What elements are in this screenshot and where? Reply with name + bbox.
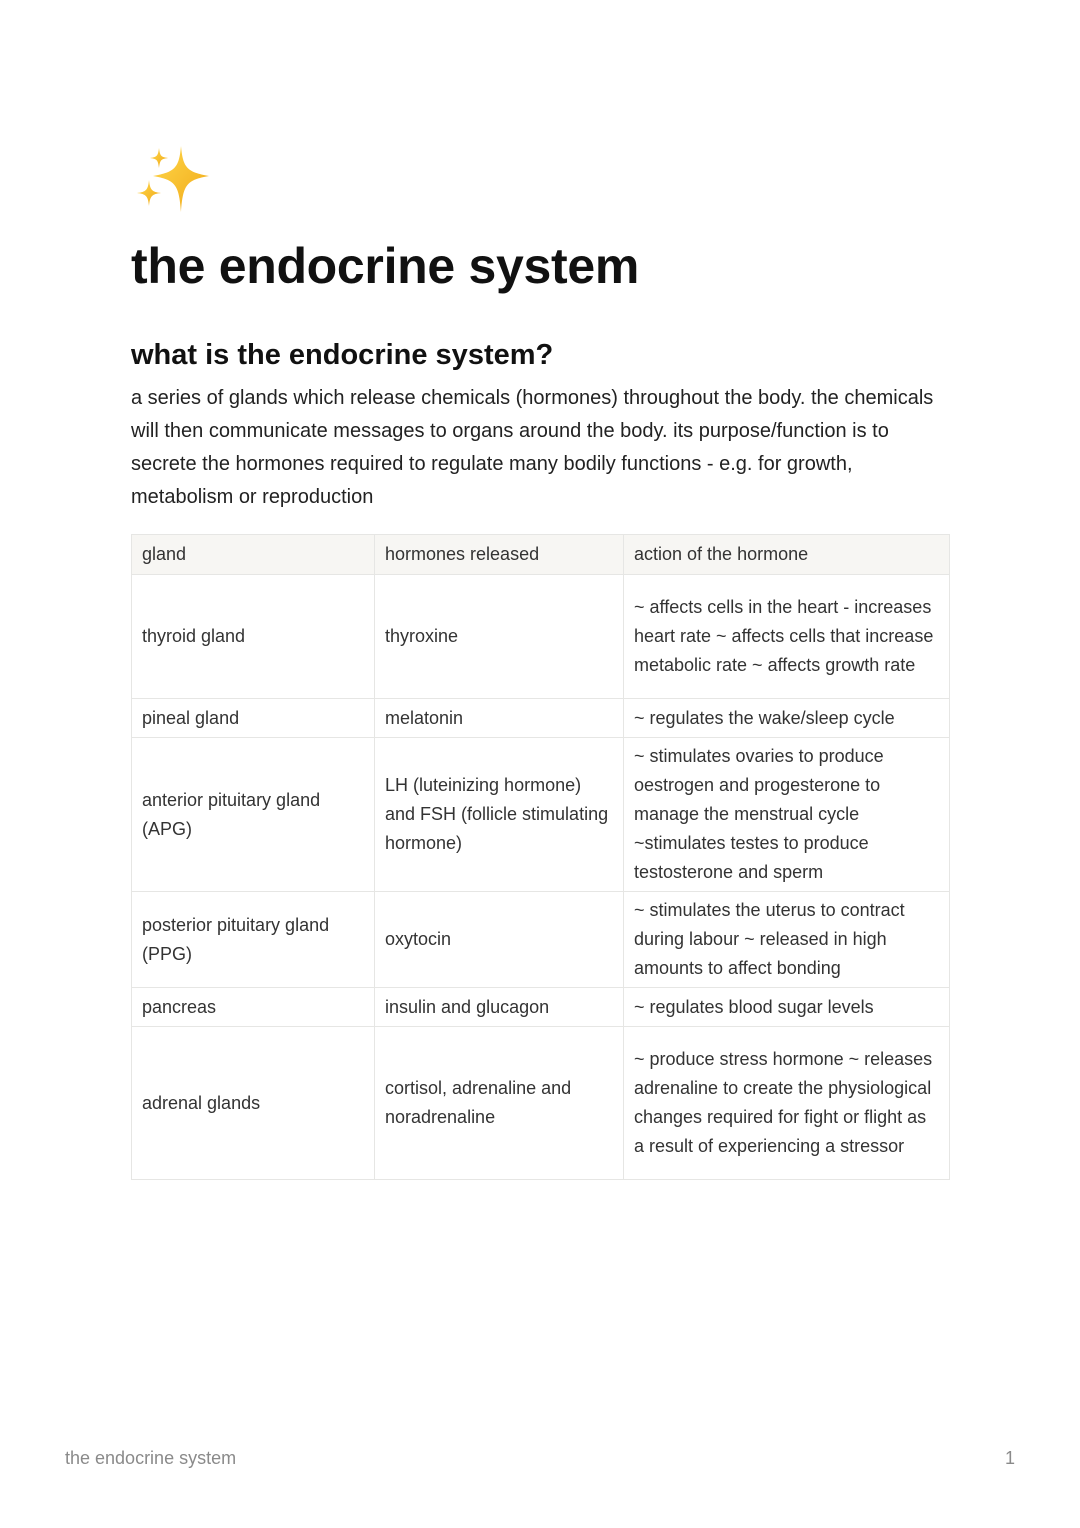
hormones-cell: insulin and glucagon [375,988,624,1027]
gland-cell: pineal gland [132,699,375,738]
table-row [132,575,950,699]
table-row [132,1027,950,1180]
gland-cell: pancreas [132,988,375,1027]
footer-page-number: 1 [1004,1448,1015,1468]
gland-cell: posterior pituitary gland (PPG) [132,892,375,988]
table-row [132,988,950,1027]
sparkles-icon [131,140,211,220]
hormones-cell: oxytocin [375,892,624,988]
section-paragraph: a series of glands which release chemicals (hormones) throughout the body. the chemicals will then communicate messages to organs around the body. its purpose/function is to secrete the hormones required to regulate many bodily functions - e.g. for growth, metabolism or reproduction [131,387,934,508]
action-cell: ~ regulates the wake/sleep cycle [624,699,950,738]
page-title: the endocrine system [131,238,640,294]
table-row [132,738,950,892]
action-cell: ~ affects cells in the heart - increases heart rate ~ affects cells that increase metabolic rate ~ affects growth rate [624,575,950,699]
gland-cell: adrenal glands [132,1027,375,1180]
hormones-cell: cortisol, adrenaline and noradrenaline [375,1027,624,1180]
column-header-hormones: hormones released [375,535,624,575]
table-row [132,699,950,738]
gland-cell: anterior pituitary gland (APG) [132,738,375,892]
hormones-cell: LH (luteinizing hormone) and FSH (follicle stimulating hormone) [375,738,624,892]
action-cell: ~ produce stress hormone ~ releases adrenaline to create the physiological changes required for fight or flight as a result of experiencing a stressor [624,1027,950,1180]
action-cell: ~ stimulates the uterus to contract during labour ~ released in high amounts to affect bonding [624,892,950,988]
table-header-row [132,535,950,575]
gland-cell: thyroid gland [132,575,375,699]
action-cell: ~ regulates blood sugar levels [624,988,950,1027]
hormones-cell: melatonin [375,699,624,738]
action-cell: ~ stimulates ovaries to produce oestrogen and progesterone to manage the menstrual cycle ~stimulates testes to produce testosterone and sperm [624,738,950,892]
document-page [131,140,949,1180]
table-row [132,892,950,988]
endocrine-glands-table [131,534,950,1180]
hormones-cell: thyroxine [375,575,624,699]
section-heading: what is the endocrine system? [131,339,554,371]
footer-document-title: the endocrine system [65,1448,237,1468]
column-header-action: action of the hormone [624,535,950,575]
column-header-gland: gland [132,535,375,575]
